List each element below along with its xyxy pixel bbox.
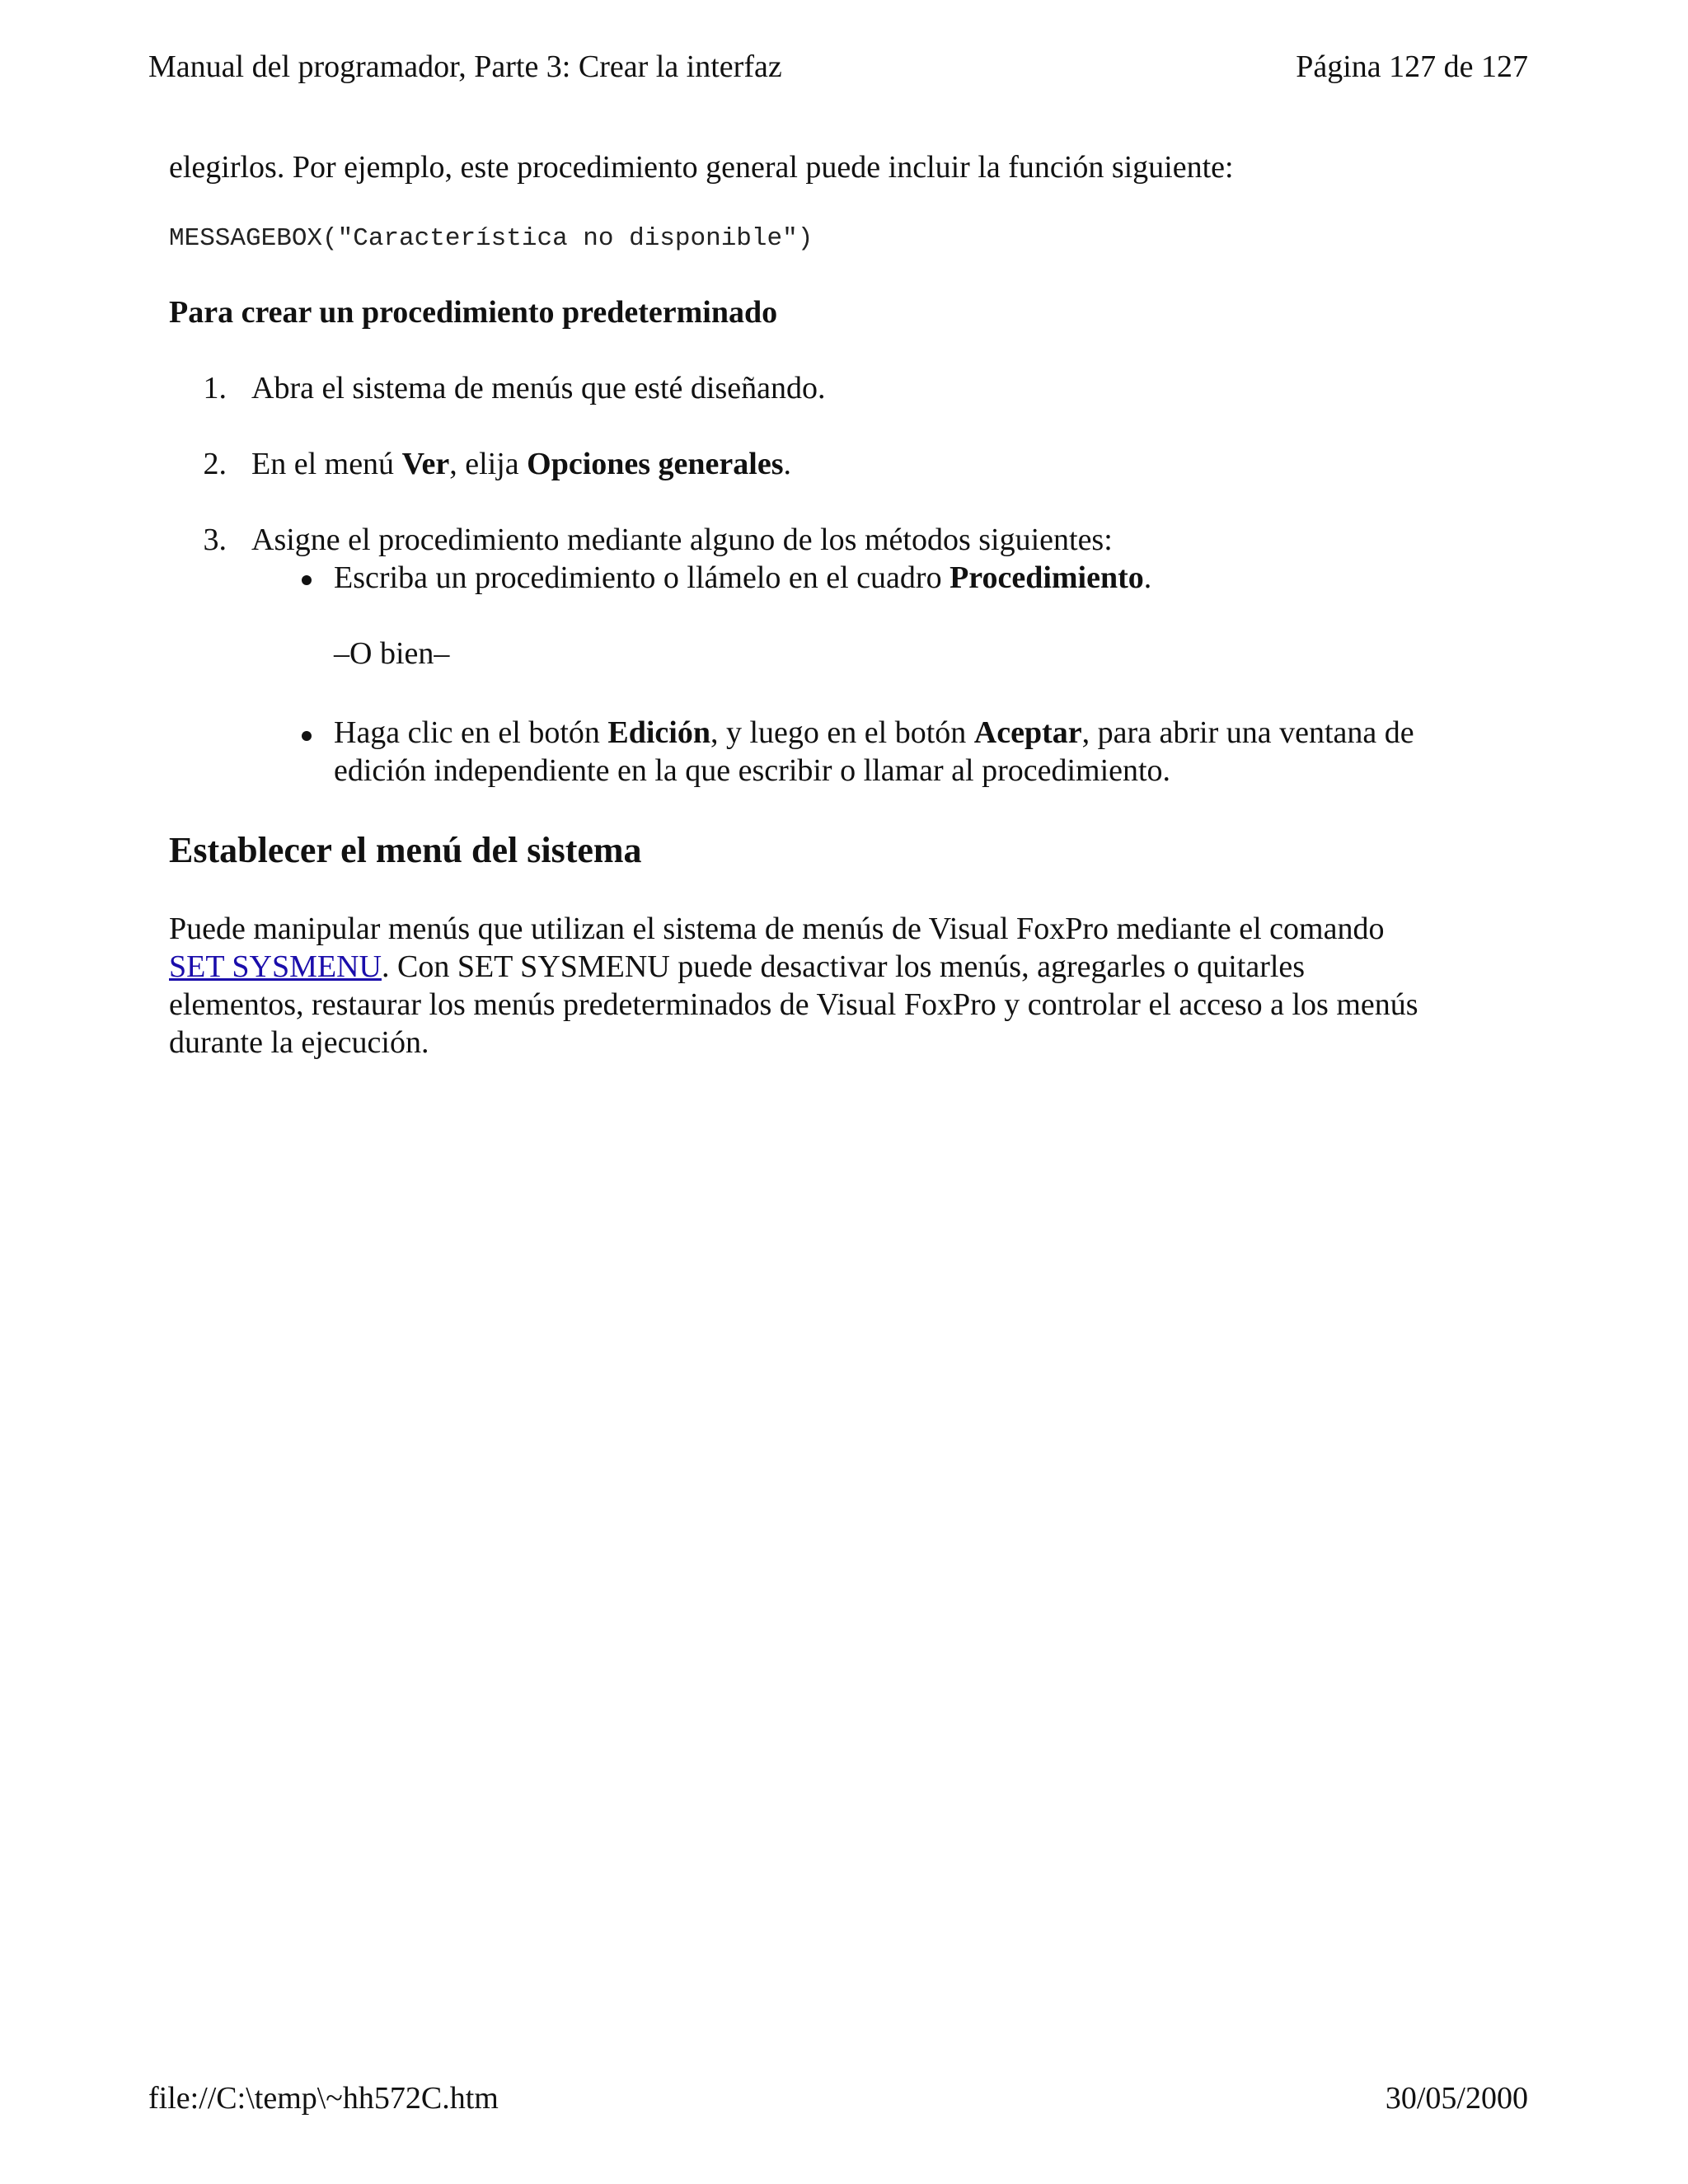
step-2-text bbox=[251, 445, 791, 483]
header-title: Manual del programador, Parte 3: Crear la interfaz bbox=[148, 49, 782, 84]
para-line-4: durante la ejecución. bbox=[169, 1025, 429, 1060]
bullet-1-text bbox=[334, 559, 1151, 597]
bullet-2-pre: Haga clic en el botón bbox=[334, 715, 608, 750]
step-1-number: 1. bbox=[203, 371, 227, 405]
page-number: Página 127 de 127 bbox=[1296, 49, 1528, 84]
step-2-number: 2. bbox=[203, 447, 227, 481]
step-1-text: Abra el sistema de menús que esté diseñando. bbox=[251, 371, 826, 405]
footer-date: 30/05/2000 bbox=[1385, 2081, 1528, 2116]
or-text: –O bien– bbox=[334, 636, 450, 671]
step-2-mid: , elija bbox=[449, 447, 528, 481]
code-line: MESSAGEBOX("Característica no disponible") bbox=[169, 224, 814, 253]
step-2-post: . bbox=[783, 447, 792, 481]
bullet-2-line-2: edición independiente en la que escribir o llamar al procedimiento. bbox=[334, 753, 1171, 788]
step-3-text: Asigne el procedimiento mediante alguno de los métodos siguientes: bbox=[251, 523, 1113, 557]
intro-text: elegirlos. Por ejemplo, este procedimiento general puede incluir la función siguiente: bbox=[169, 150, 1234, 185]
step-3-number: 3. bbox=[203, 523, 227, 557]
step-2-option-name: Opciones generales bbox=[527, 447, 784, 481]
para-line-2-rest: . Con SET SYSMENU puede desactivar los menús, agregarles o quitarles bbox=[381, 949, 1306, 984]
bullet-1-post: . bbox=[1143, 560, 1152, 595]
bullet-1-dot bbox=[302, 575, 312, 585]
step-2-pre: En el menú bbox=[251, 447, 402, 481]
bullet-1-box-name: Procedimiento bbox=[950, 560, 1144, 595]
para-line-1: Puede manipular menús que utilizan el sistema de menús de Visual FoxPro mediante el comando bbox=[169, 912, 1385, 946]
set-sysmenu-link[interactable]: SET SYSMENU bbox=[169, 949, 382, 984]
bullet-2-line-1 bbox=[334, 714, 1414, 752]
para-line-3: elementos, restaurar los menús predeterminados de Visual FoxPro y controlar el acceso a los menús bbox=[169, 987, 1418, 1022]
bullet-2-edit-button-name: Edición bbox=[607, 715, 710, 750]
footer-path: file://C:\temp\~hh572C.htm bbox=[148, 2081, 499, 2116]
procedure-heading: Para crear un procedimiento predeterminado bbox=[169, 295, 778, 330]
bullet-2-mid: , y luego en el botón bbox=[710, 715, 974, 750]
para-line-2 bbox=[169, 948, 1305, 986]
bullet-1-pre: Escriba un procedimiento o llámelo en el cuadro bbox=[334, 560, 950, 595]
step-2-menu-name: Ver bbox=[401, 447, 450, 481]
bullet-2-accept-button-name: Aceptar bbox=[973, 715, 1082, 750]
section-heading: Establecer el menú del sistema bbox=[169, 830, 642, 870]
bullet-2-post: , para abrir una ventana de bbox=[1081, 715, 1414, 750]
bullet-2-dot bbox=[302, 731, 312, 741]
